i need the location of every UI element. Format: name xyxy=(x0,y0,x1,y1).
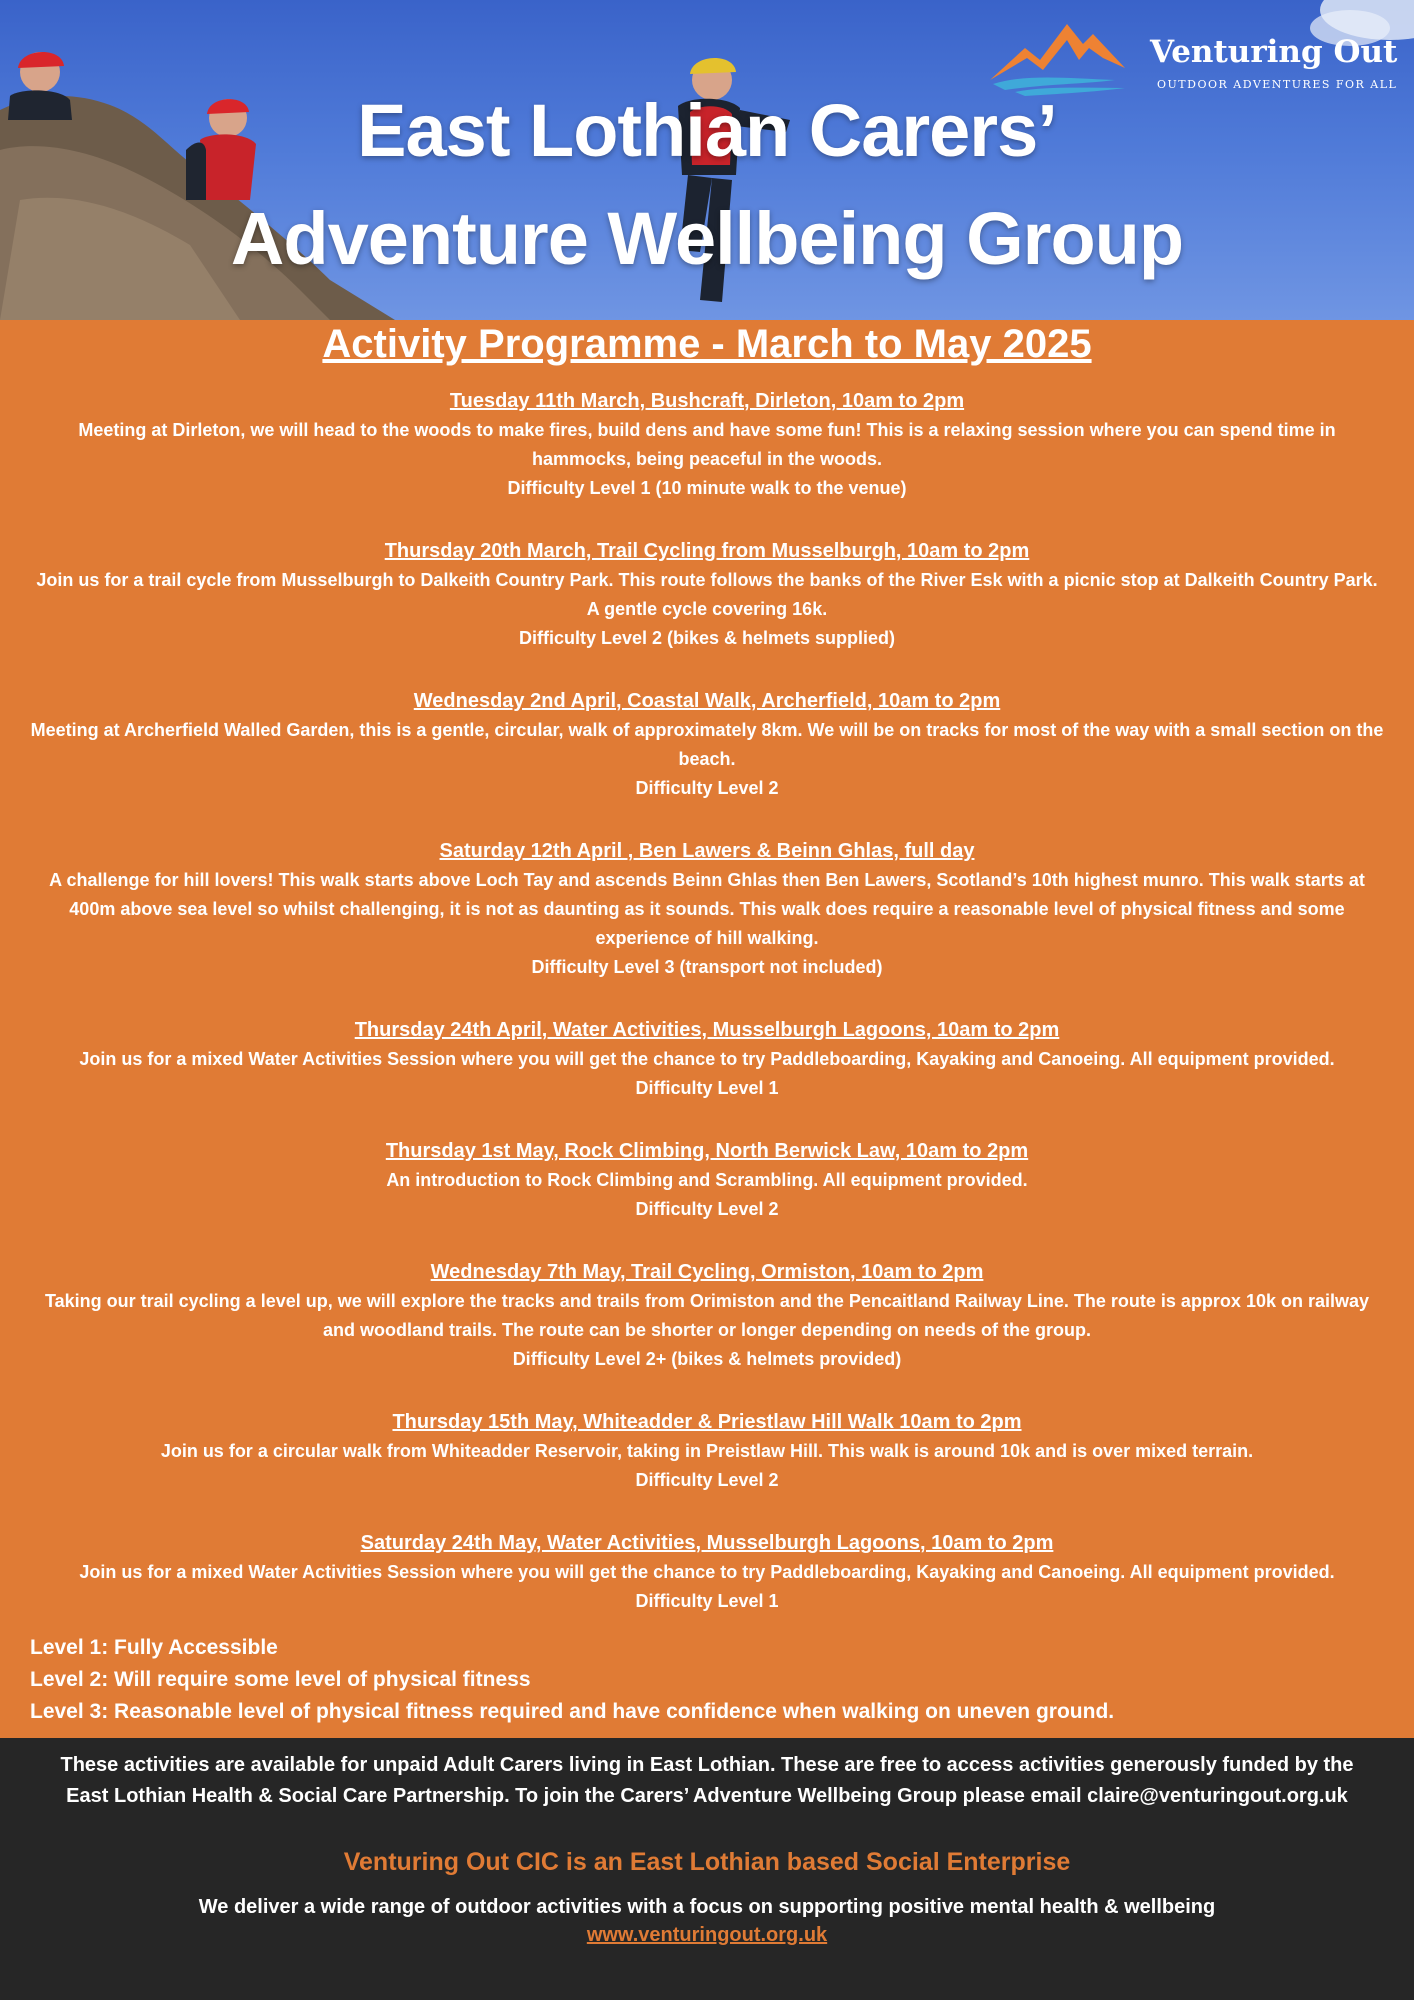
event-difficulty: Difficulty Level 2+ (bikes & helmets provided) xyxy=(512,1349,902,1369)
event-title: Thursday 1st May, Rock Climbing, North Berwick Law, 10am to 2pm xyxy=(385,1140,1029,1162)
event-item xyxy=(30,1015,1384,1103)
event-difficulty: Difficulty Level 2 xyxy=(635,1470,779,1490)
event-description: Meeting at Archerfield Walled Garden, this is a gentle, circular, walk of approximately 8km. We will be on tracks for most of the way with a small section on the beach. xyxy=(30,720,1384,769)
event-title: Tuesday 11th March, Bushcraft, Dirleton, 10am to 2pm xyxy=(449,390,965,412)
event-description: An introduction to Rock Climbing and Scrambling. All equipment provided. xyxy=(386,1170,1028,1190)
event-difficulty: Difficulty Level 3 (transport not included) xyxy=(531,957,883,977)
event-title: Thursday 15th May, Whiteadder & Priestlaw Hill Walk 10am to 2pm xyxy=(392,1411,1022,1433)
header-photo-banner xyxy=(0,0,1414,320)
event-description: Taking our trail cycling a level up, we will explore the tracks and trails from Orimiston and the Pencaitland Railway Line. The route is approx 10k on railway and woodland trails. The route can be shorter or longer depending on needs of the group. xyxy=(44,1291,1370,1340)
cic-statement: Venturing Out CIC is an East Lothian based Social Enterprise xyxy=(343,1848,1071,1876)
event-item xyxy=(30,686,1384,803)
event-difficulty: Difficulty Level 2 xyxy=(635,1199,779,1219)
event-title: Saturday 24th May, Water Activities, Musselburgh Lagoons, 10am to 2pm xyxy=(360,1532,1054,1554)
mountain-wave-logo-icon xyxy=(985,18,1145,98)
event-difficulty: Difficulty Level 1 xyxy=(635,1591,779,1611)
event-item xyxy=(30,386,1384,503)
page-title-line-1: East Lothian Carers’ xyxy=(357,89,1057,172)
event-item xyxy=(30,1407,1384,1495)
event-difficulty: Difficulty Level 1 xyxy=(635,1078,779,1098)
eligibility-info: These activities are available for unpaid Adult Carers living in East Lothian. These are free to access activities generously funded by the East Lothian Health & Social Care Partnership. To join the Carers’ Adventure Wellbeing Group please email claire@venturingout.org.uk xyxy=(60,1754,1354,1807)
logo-tagline: OUTDOOR ADVENTURES FOR ALL xyxy=(1157,78,1398,91)
services-statement: We deliver a wide range of outdoor activities with a focus on supporting positive mental health & wellbeing xyxy=(198,1896,1216,1918)
event-item xyxy=(30,1528,1384,1616)
event-difficulty: Difficulty Level 1 (10 minute walk to the venue) xyxy=(507,478,907,498)
event-description: Meeting at Dirleton, we will head to the woods to make fires, build dens and have some fun! This is a relaxing session where you can spend time in hammocks, being peaceful in the woods. xyxy=(78,420,1336,469)
venturing-out-logo xyxy=(985,18,1398,98)
logo-wordmark: Venturing Out xyxy=(1150,34,1398,70)
level-3-description: Level 3: Reasonable level of physical fitness required and have confidence when walking on uneven ground. xyxy=(30,1700,1115,1723)
event-title: Saturday 12th April , Ben Lawers & Beinn Ghlas, full day xyxy=(439,840,975,862)
event-description: Join us for a mixed Water Activities Session where you will get the chance to try Paddleboarding, Kayaking and Canoeing. All equipment provided. xyxy=(79,1562,1335,1582)
event-item xyxy=(30,1257,1384,1374)
events-list xyxy=(30,386,1384,1649)
event-title: Thursday 20th March, Trail Cycling from Musselburgh, 10am to 2pm xyxy=(384,540,1030,562)
event-title: Thursday 24th April, Water Activities, Musselburgh Lagoons, 10am to 2pm xyxy=(354,1019,1060,1041)
event-title: Wednesday 2nd April, Coastal Walk, Archerfield, 10am to 2pm xyxy=(413,690,1001,712)
event-item xyxy=(30,536,1384,653)
programme-title: Activity Programme - March to May 2025 xyxy=(322,322,1092,366)
event-item xyxy=(30,1136,1384,1224)
website-link[interactable]: www.venturingout.org.uk xyxy=(586,1924,828,1946)
footer xyxy=(0,1738,1414,2000)
activity-programme-section xyxy=(0,320,1414,1738)
event-item xyxy=(30,836,1384,982)
event-description: Join us for a circular walk from Whiteadder Reservoir, taking in Preistlaw Hill. This walk is around 10k and is over mixed terrain. xyxy=(160,1441,1254,1461)
page-title-line-2: Adventure Wellbeing Group xyxy=(230,197,1184,280)
level-1-description: Level 1: Fully Accessible xyxy=(30,1636,278,1659)
event-description: Join us for a mixed Water Activities Session where you will get the chance to try Paddleboarding, Kayaking and Canoeing. All equipment provided. xyxy=(79,1049,1335,1069)
difficulty-levels-key xyxy=(30,1632,1384,1728)
level-2-description: Level 2: Will require some level of physical fitness xyxy=(30,1668,531,1691)
event-difficulty: Difficulty Level 2 (bikes & helmets supplied) xyxy=(518,628,896,648)
event-title: Wednesday 7th May, Trail Cycling, Ormiston, 10am to 2pm xyxy=(430,1261,984,1283)
event-description: Join us for a trail cycle from Musselburgh to Dalkeith Country Park. This route follows the banks of the River Esk with a picnic stop at Dalkeith Country Park. A gentle cycle covering 16k. xyxy=(36,570,1378,619)
event-difficulty: Difficulty Level 2 xyxy=(635,778,779,798)
event-description: A challenge for hill lovers! This walk starts above Loch Tay and ascends Beinn Ghlas then Ben Lawers, Scotland’s 10th highest munro. This walk starts at 400m above sea level so whilst challenging, it is not as daunting as it sounds. This walk does require a reasonable level of physical fitness and some experience of hill walking. xyxy=(49,870,1365,948)
